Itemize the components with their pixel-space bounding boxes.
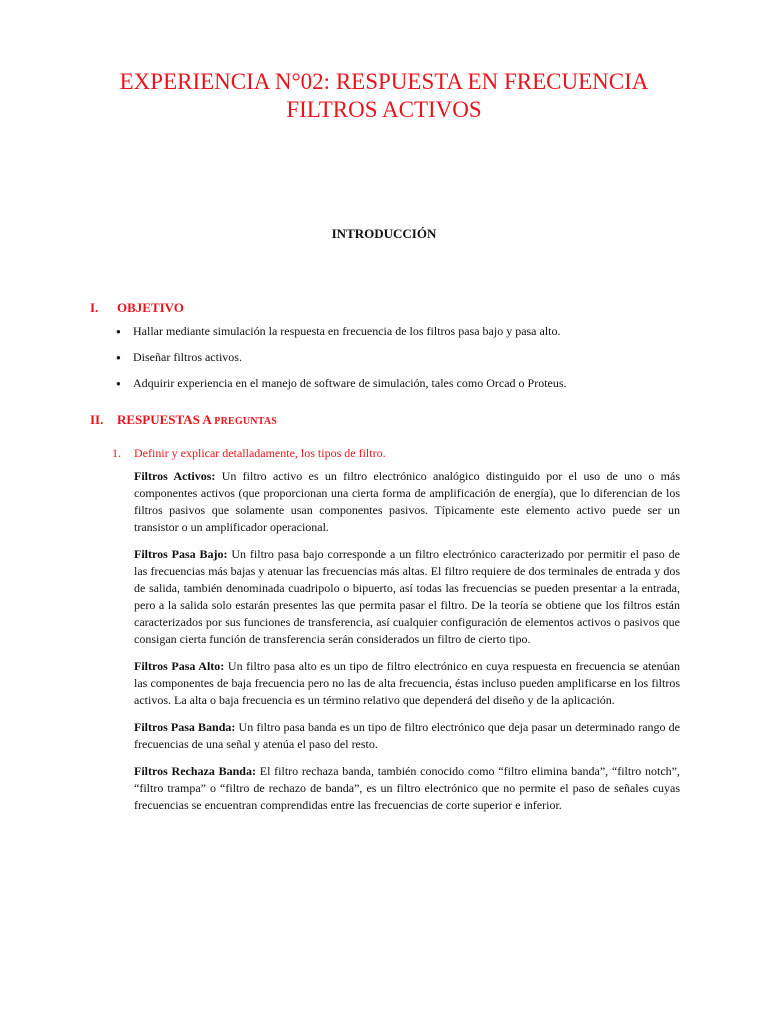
paragraph-filtros-activos [134, 468, 680, 536]
answer-body [134, 468, 680, 824]
list-item: ● Hallar mediante simulación la respuesta en frecuencia de los filtros pasa bajo y pasa alto. [116, 324, 676, 339]
section-number: II. [90, 412, 104, 427]
paragraph-text: Un filtro pasa alto es un tipo de filtro electrónico en cuya respuesta en frecuencia se atenúan las componentes de baja frecuencia pero no las de alta frecuencia, éstas incluso pueden amplificarse en los filtros activos. La alta o baja frecuencia es un término relativo que dependerá del diseño y de la aplicación. [134, 659, 681, 707]
paragraph-text: Un filtro activo es un filtro electrónico analógico distinguido por el uso de uno o más componentes activos (que proporcionan una cierta forma de amplificación de energía), que lo diferencian de los filtros pasivos que solamente usan componentes pasivos. Típicamente este elemento activo puede ser un transistor o un amplificador operacional. [134, 469, 680, 534]
section-objetivo-heading [90, 300, 184, 316]
introduction-heading: INTRODUCCIÓN [331, 226, 437, 241]
paragraph-text: Un filtro pasa banda es un tipo de filtro electrónico que deja pasar un determinado rango de frecuencias de una señal y atenúa el paso del resto. [134, 720, 680, 751]
section-title: OBJETIVO [117, 300, 184, 315]
paragraph-term: Filtros Rechaza Banda: [134, 764, 256, 778]
paragraph-filtros-pasa-alto [134, 658, 680, 709]
paragraph-term: Filtros Activos: [134, 469, 216, 483]
paragraph-filtros-rechaza-banda [134, 763, 680, 814]
section-respuestas-heading [90, 412, 277, 428]
paragraph-term: Filtros Pasa Alto: [134, 659, 225, 673]
list-item: ● Diseñar filtros activos. [116, 350, 676, 365]
section-title-main: RESPUESTAS A [117, 412, 215, 427]
question-text: Definir y explicar detalladamente, los tipos de filtro. [134, 446, 386, 460]
objective-list [116, 324, 676, 402]
paragraph-term: Filtros Pasa Bajo: [134, 547, 228, 561]
question-number: 1. [112, 446, 121, 460]
title-line-1: EXPERIENCIA N°02: RESPUESTA EN FRECUENCIA [119, 69, 649, 94]
paragraph-text: El filtro rechaza banda, también conocido como “filtro elimina banda”, “filtro notch”, “filtro trampa” o “filtro de rechazo de banda”, es un filtro electrónico que no permite el paso de señales cuyas frecuencias se encuentran comprendidas entre las frecuencias de corte superior e inferior. [134, 764, 680, 812]
paragraph-term: Filtros Pasa Banda: [134, 720, 236, 734]
paragraph-text: Un filtro pasa bajo corresponde a un filtro electrónico caracterizado por permitir el paso de las frecuencias más bajas y atenuar las frecuencias más altas. El filtro requiere de dos terminales de entrada y dos de salida, también denominada cuadripolo o bipuerto, así todas las frecuencias se pueden presentar a la entrada, pero a la salida solo estarán presentes las que permita pasar el filtro. De la teoría se obtiene que los filtros están caracterizados por sus funciones de transferencia, así cualquier configuración de elementos activos o pasivos que consigan cierta función de transferencia serán considerados un filtro de cierto tipo. [134, 547, 680, 646]
document-title [0, 68, 768, 124]
section-title-small: PREGUNTAS [214, 416, 278, 427]
list-item: ● Adquirir experiencia en el manejo de software de simulación, tales como Orcad o Proteus. [116, 376, 676, 391]
section-number: I. [90, 300, 99, 315]
title-line-2: FILTROS ACTIVOS [286, 97, 482, 122]
paragraph-filtros-pasa-bajo [134, 546, 680, 648]
question-1 [112, 446, 386, 461]
paragraph-filtros-pasa-banda [134, 719, 680, 753]
